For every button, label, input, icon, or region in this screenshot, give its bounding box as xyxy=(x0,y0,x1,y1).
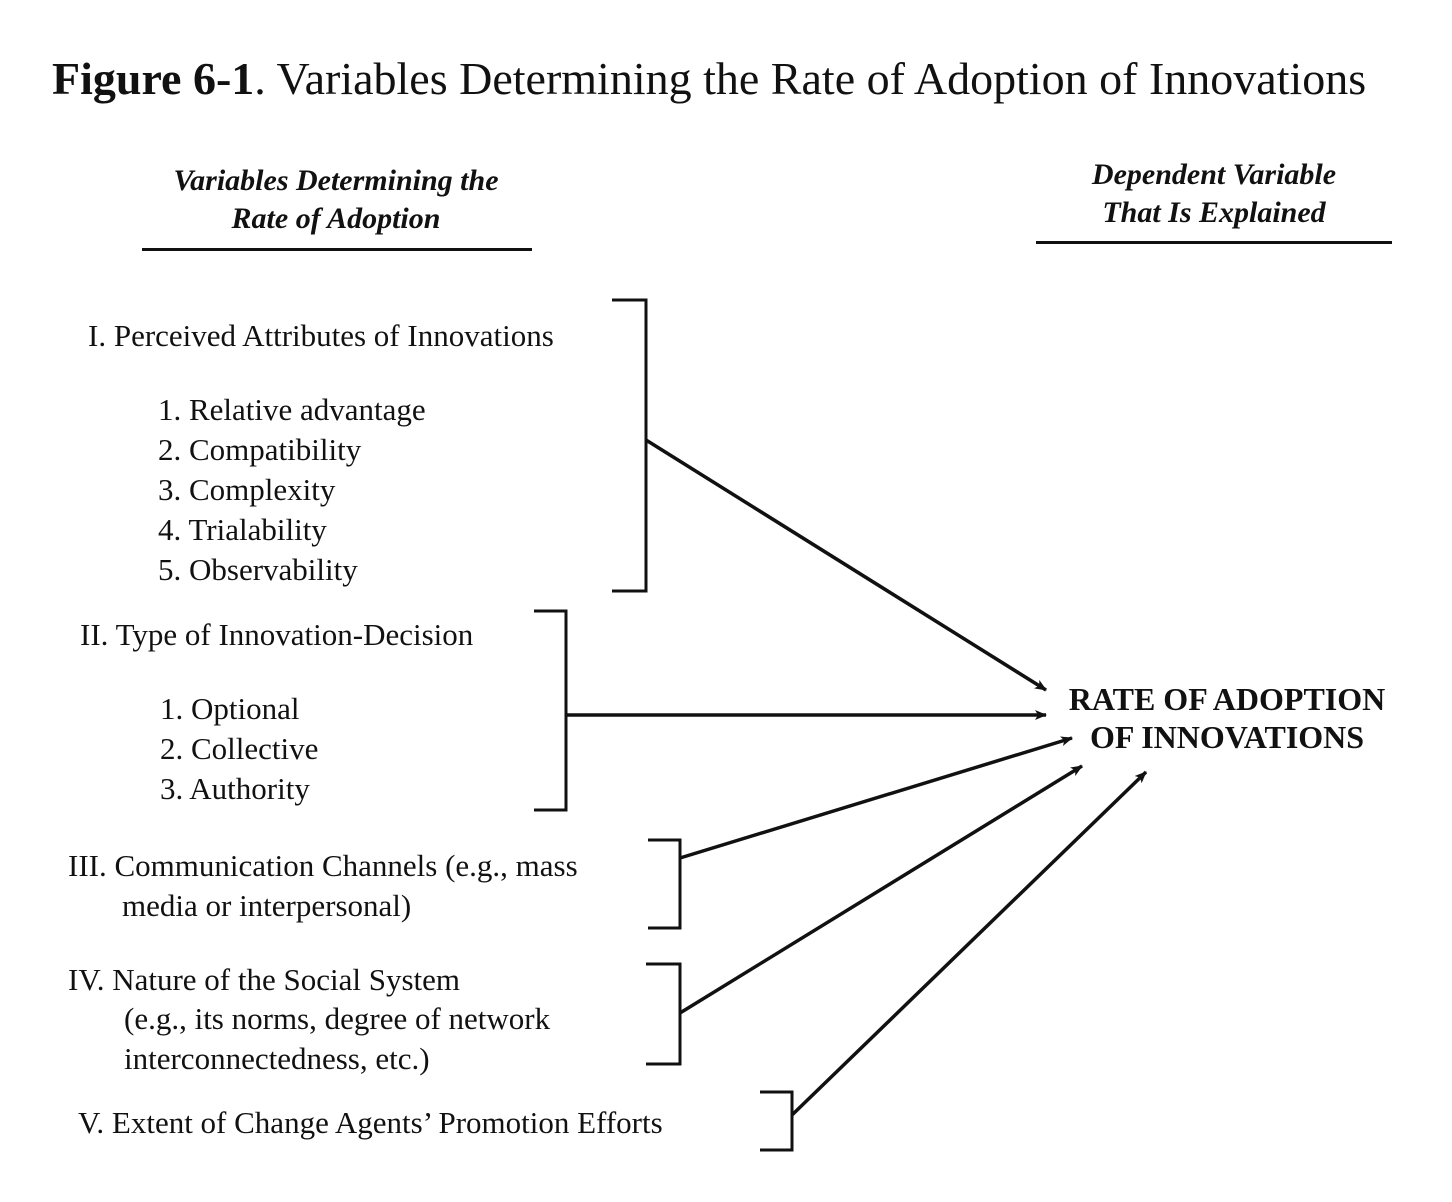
group-3-continuation: media or interpersonal) xyxy=(122,888,412,923)
group-1-item: 3. Complexity xyxy=(158,472,336,507)
group-2-title: II. Type of Innovation-Decision xyxy=(80,617,474,652)
group-4-title: IV. Nature of the Social System xyxy=(68,962,461,997)
bracket-group-5 xyxy=(760,1092,792,1150)
left-header-line2: Rate of Adoption xyxy=(231,202,441,235)
figure-title-text: . Variables Determining the Rate of Adoption of Innovations xyxy=(254,53,1367,104)
left-header-line1: Variables Determining the xyxy=(173,164,499,197)
arrow-group-5 xyxy=(792,772,1146,1115)
bracket-group-4 xyxy=(646,964,680,1064)
group-1-title: I. Perceived Attributes of Innovations xyxy=(88,318,554,353)
right-header-line1: Dependent Variable xyxy=(1091,158,1337,191)
group-1-item: 1. Relative advantage xyxy=(158,392,426,427)
bracket-group-2 xyxy=(534,611,566,810)
bracket-group-3 xyxy=(648,840,680,928)
group-5-title: V. Extent of Change Agents’ Promotion Efforts xyxy=(78,1105,663,1140)
group-3-title: III. Communication Channels (e.g., mass xyxy=(68,848,578,883)
group-1-item: 5. Observability xyxy=(158,552,358,587)
figure-label: Figure 6-1 xyxy=(52,53,255,104)
outcome-line2: OF INNOVATIONS xyxy=(1089,719,1365,755)
arrow-group-4 xyxy=(680,766,1082,1013)
group-1-item: 2. Compatibility xyxy=(158,432,362,467)
group-1-item: 4. Trialability xyxy=(158,512,327,547)
group-2-item: 1. Optional xyxy=(160,691,300,726)
arrow-group-1 xyxy=(646,440,1046,690)
bracket-group-1 xyxy=(612,300,646,591)
outcome-line1: RATE OF ADOPTION xyxy=(1068,681,1386,717)
group-4-continuation-line: (e.g., its norms, degree of network xyxy=(124,1001,551,1036)
arrow-group-3 xyxy=(680,738,1072,858)
right-header-line2: That Is Explained xyxy=(1102,196,1326,229)
group-4-continuation-line: interconnectedness, etc.) xyxy=(124,1041,430,1076)
group-2-item: 3. Authority xyxy=(160,771,310,806)
group-2-item: 2. Collective xyxy=(160,731,319,766)
